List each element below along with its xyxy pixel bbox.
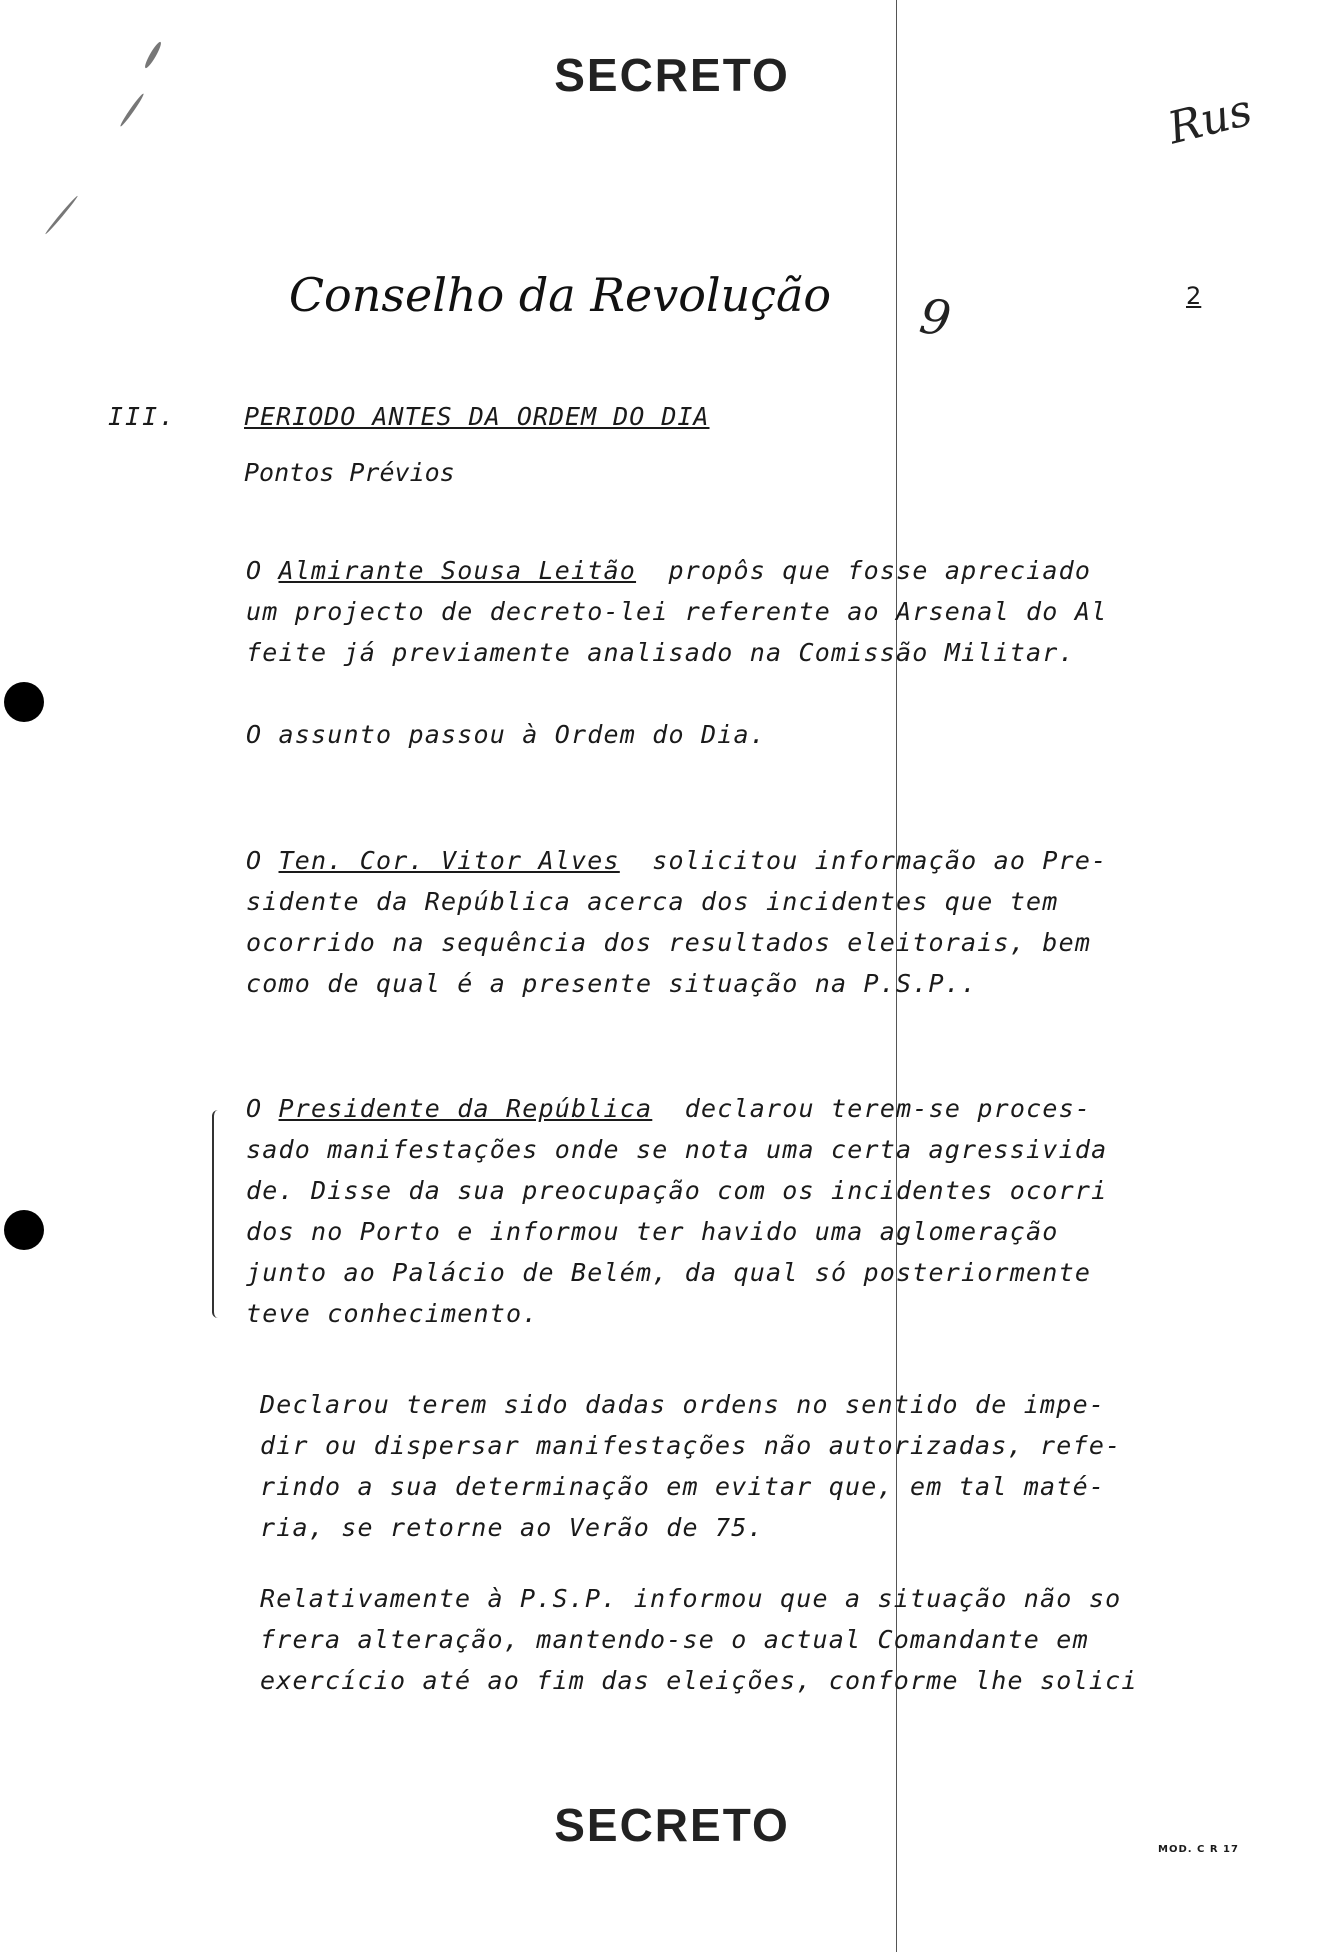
paragraph-line: O assunto passou à Ordem do Dia. bbox=[246, 720, 767, 749]
paragraph-ordem-do-dia bbox=[246, 714, 1186, 755]
paragraph-line bbox=[246, 1088, 1186, 1129]
paragraph-line: feite já previamente analisado na Comissão Militar. bbox=[246, 638, 1075, 667]
paragraph-line: frera alteração, mantendo-se o actual Comandante em bbox=[260, 1625, 1089, 1654]
punch-hole bbox=[4, 682, 44, 722]
page-number: 2 bbox=[1186, 282, 1202, 310]
section-subtitle: Pontos Prévios bbox=[244, 458, 455, 487]
paragraph-line: ria, se retorne ao Verão de 75. bbox=[260, 1513, 764, 1542]
paragraph-line: rindo a sua determinação em evitar que, em tal maté- bbox=[260, 1472, 1106, 1501]
paragraph-presidente bbox=[246, 1088, 1186, 1334]
paragraph-line: exercício até ao fim das eleições, conforme lhe solici bbox=[260, 1666, 1138, 1695]
paragraph-line: Relativamente à P.S.P. informou que a situação não so bbox=[260, 1584, 1122, 1613]
classification-stamp-bottom: SECRETO bbox=[554, 1799, 790, 1851]
line-text: solicitou informação ao Pre- bbox=[619, 846, 1108, 875]
paragraph-almirante bbox=[246, 550, 1186, 673]
handwritten-initials: Rus bbox=[1163, 84, 1257, 155]
paragraph-line bbox=[246, 550, 1186, 591]
classification-stamp-top: SECRETO bbox=[554, 49, 790, 101]
handwritten-annotation: 9 bbox=[916, 288, 955, 348]
line-prefix: O bbox=[246, 556, 279, 585]
margin-bracket bbox=[212, 1110, 222, 1318]
line-prefix: O bbox=[246, 846, 279, 875]
form-code: MOD. C R 17 bbox=[1158, 1844, 1239, 1855]
section-title: PERIODO ANTES DA ORDEM DO DIA bbox=[244, 402, 710, 431]
section-number: III. bbox=[108, 402, 177, 431]
paragraph-line: dir ou dispersar manifestações não autorizadas, refe- bbox=[260, 1431, 1122, 1460]
punch-hole bbox=[4, 1210, 44, 1250]
paragraph-vitor-alves bbox=[246, 840, 1186, 1004]
line-text: declarou terem-se proces- bbox=[652, 1094, 1092, 1123]
letterhead-title: Conselho da Revolução bbox=[288, 268, 832, 322]
paragraph-line: de. Disse da sua preocupação com os incidentes ocorri bbox=[246, 1176, 1108, 1205]
paragraph-line: teve conhecimento. bbox=[246, 1299, 539, 1328]
paragraph-line: sado manifestações onde se nota uma certa agressivida bbox=[246, 1135, 1108, 1164]
paragraph-line: dos no Porto e informou ter havido uma aglomeração bbox=[246, 1217, 1059, 1246]
paragraph-line: um projecto de decreto-lei referente ao Arsenal do Al bbox=[246, 597, 1108, 626]
paragraph-psp bbox=[260, 1578, 1200, 1701]
line-prefix: O bbox=[246, 1094, 279, 1123]
paragraph-line: junto ao Palácio de Belém, da qual só posteriormente bbox=[246, 1258, 1092, 1287]
speaker-name: Presidente da República bbox=[278, 1094, 653, 1123]
speaker-name: Ten. Cor. Vitor Alves bbox=[278, 846, 620, 875]
scan-smudge bbox=[44, 195, 78, 235]
paragraph-line: ocorrido na sequência dos resultados eleitorais, bem bbox=[246, 928, 1092, 957]
paragraph-line: sidente da República acerca dos incidentes que tem bbox=[246, 887, 1059, 916]
speaker-name: Almirante Sousa Leitão bbox=[278, 556, 637, 585]
paragraph-line: como de qual é a presente situação na P.S.P.. bbox=[246, 969, 978, 998]
paragraph-line: Declarou terem sido dadas ordens no sentido de impe- bbox=[260, 1390, 1106, 1419]
paragraph-line bbox=[246, 840, 1186, 881]
line-text: propôs que fosse apreciado bbox=[636, 556, 1092, 585]
paragraph-ordens bbox=[260, 1384, 1200, 1548]
